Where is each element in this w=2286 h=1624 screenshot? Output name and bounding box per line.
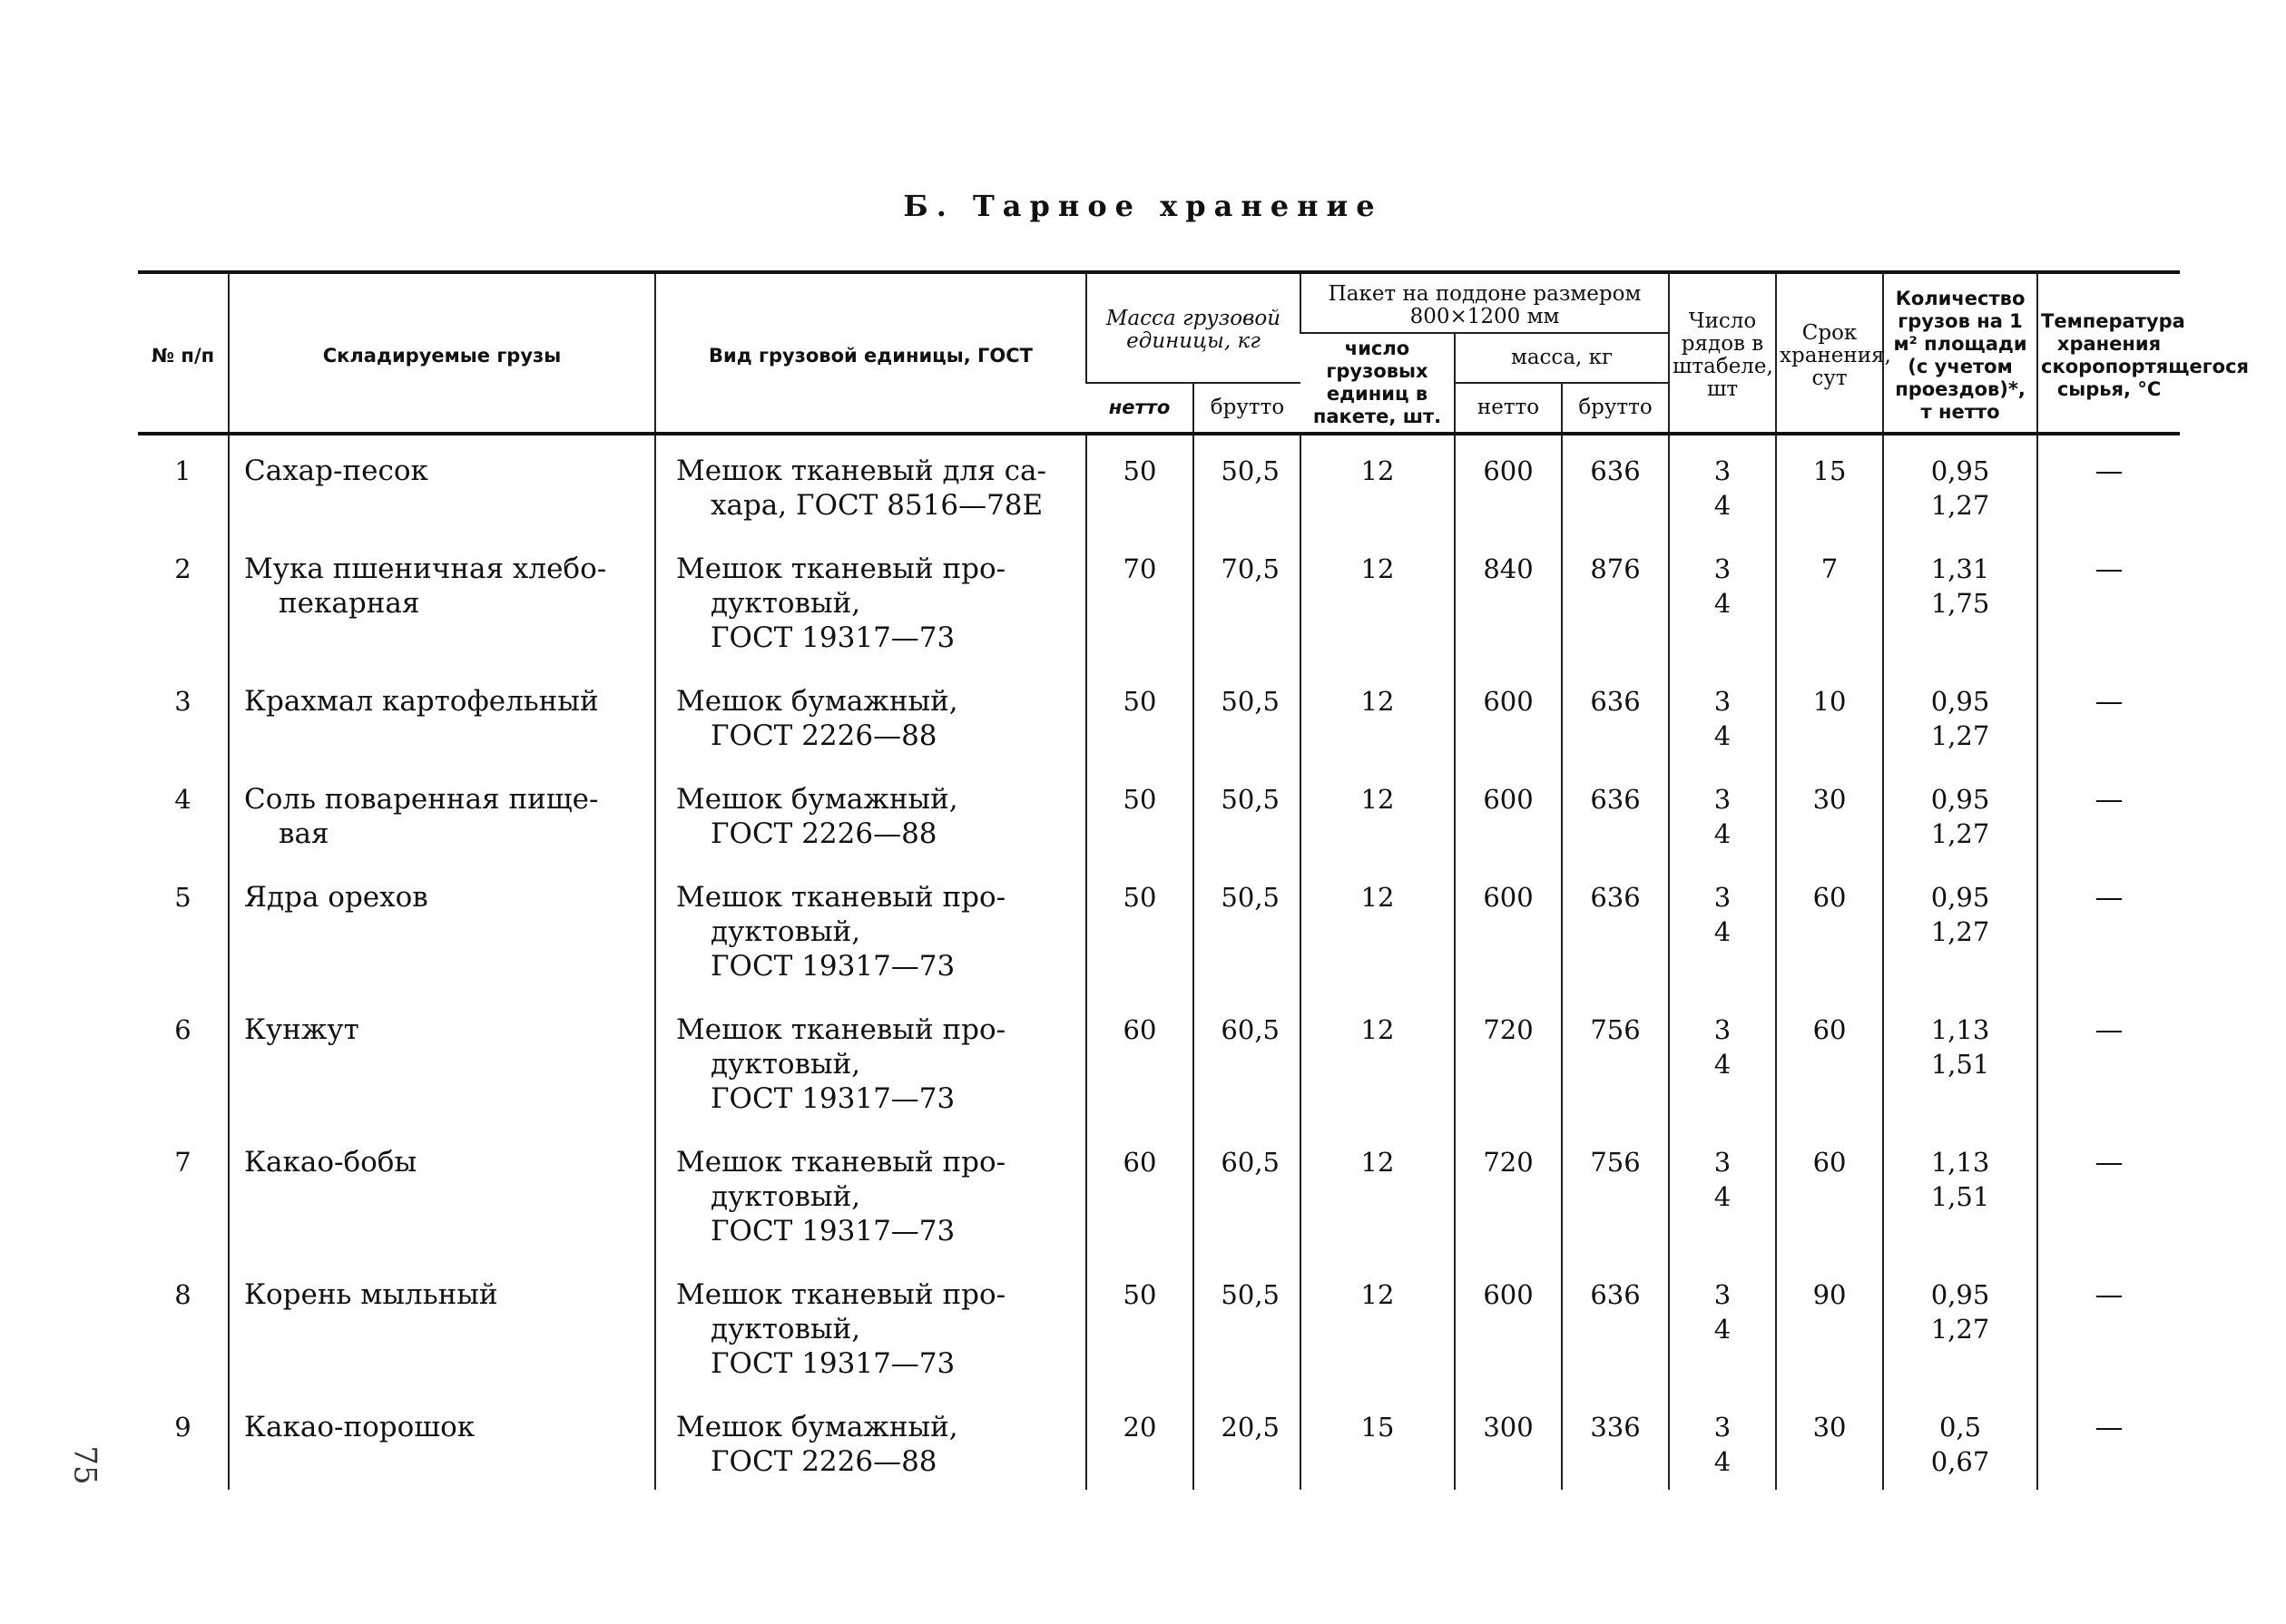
- pack-net: [1455, 1392, 1562, 1490]
- storage-term: [1776, 764, 1883, 862]
- cargo-name: [229, 994, 655, 1127]
- cargo-unit-kind: [655, 533, 1086, 666]
- pack-net: [1455, 764, 1562, 862]
- cell-text: 50: [1123, 686, 1157, 717]
- stack-rows: [1669, 1259, 1776, 1392]
- cell-line: дуктовый,: [711, 587, 861, 620]
- cell-text: 5: [174, 882, 191, 913]
- cell-text: 2: [174, 553, 191, 584]
- cargo-name: [229, 666, 655, 764]
- row-number: [138, 666, 229, 764]
- row-number: [138, 434, 229, 533]
- header-mass: масса, кг: [1455, 333, 1669, 383]
- cargo-unit-kind: [655, 994, 1086, 1127]
- cell-text: 60: [1812, 882, 1847, 913]
- cell-line: 0,95: [1930, 784, 1990, 815]
- cargo-unit-kind: [655, 434, 1086, 533]
- qty-per-m2: [1883, 862, 2037, 994]
- cell-text: 70: [1123, 553, 1157, 584]
- cell-text: 20: [1123, 1412, 1157, 1443]
- cell-line: 0,95: [1930, 455, 1990, 486]
- cell-text: 4: [174, 784, 191, 815]
- pack-gross: [1562, 434, 1669, 533]
- cell-text: 600: [1483, 455, 1534, 486]
- unit-net: [1086, 994, 1193, 1127]
- pack-net: [1455, 666, 1562, 764]
- cell-line: 1,51: [1930, 1049, 1990, 1080]
- table-row: [138, 666, 2180, 764]
- cell-text: 12: [1360, 882, 1395, 913]
- storage-temp: [2037, 434, 2180, 533]
- cargo-unit-kind: [655, 1392, 1086, 1490]
- pack-net: [1455, 434, 1562, 533]
- cell-text: 60: [1123, 1014, 1157, 1045]
- cargo-name: [229, 1259, 655, 1392]
- cell-line: Ядра орехов: [244, 881, 428, 914]
- cell-text: —: [2095, 455, 2124, 487]
- qty-per-m2: [1883, 1127, 2037, 1259]
- cell-text: 60: [1123, 1147, 1157, 1178]
- cell-line: 3: [1713, 1279, 1732, 1310]
- storage-temp: [2037, 666, 2180, 764]
- cell-line: ГОСТ 2226—88: [711, 719, 937, 752]
- cargo-unit-kind: [655, 764, 1086, 862]
- cell-text: 20,5: [1221, 1412, 1280, 1443]
- cell-text: —: [2095, 1013, 2124, 1046]
- cell-text: 9: [174, 1412, 191, 1443]
- cell-line: 4: [1713, 916, 1732, 947]
- cell-line: Какао-порошок: [244, 1411, 476, 1443]
- storage-term: [1776, 1127, 1883, 1259]
- cell-text: 12: [1360, 1147, 1395, 1178]
- storage-term: [1776, 533, 1883, 666]
- cell-text: 8: [174, 1279, 191, 1310]
- stack-rows: [1669, 533, 1776, 666]
- pack-net: [1455, 994, 1562, 1127]
- cell-line: Мешок тканевый про-: [676, 1013, 1006, 1046]
- cargo-name: [229, 533, 655, 666]
- cell-text: 60,5: [1221, 1014, 1280, 1045]
- cell-line: 3: [1713, 1412, 1732, 1443]
- cell-text: —: [2095, 1278, 2124, 1311]
- cell-line: Мешок тканевый про-: [676, 1278, 1006, 1311]
- pack-net: [1455, 533, 1562, 666]
- table-row: [138, 434, 2180, 533]
- cell-text: 50,5: [1221, 686, 1280, 717]
- cell-text: 756: [1590, 1014, 1641, 1045]
- unit-gross: [1193, 862, 1300, 994]
- cell-text: 90: [1812, 1279, 1847, 1310]
- stack-rows: [1669, 1392, 1776, 1490]
- row-number: [138, 994, 229, 1127]
- stack-rows: [1669, 434, 1776, 533]
- storage-temp: [2037, 994, 2180, 1127]
- cell-text: 50,5: [1221, 784, 1280, 815]
- units-in-pack: [1300, 862, 1455, 994]
- header-num: № п/п: [138, 272, 229, 434]
- cell-text: 12: [1360, 455, 1395, 486]
- cargo-name: [229, 862, 655, 994]
- cell-line: 4: [1713, 490, 1732, 521]
- table-row: [138, 1392, 2180, 1490]
- cell-text: 840: [1483, 553, 1534, 584]
- cell-line: Мешок тканевый про-: [676, 1146, 1006, 1179]
- cell-text: 30: [1812, 1412, 1847, 1443]
- pack-gross: [1562, 994, 1669, 1127]
- cell-line: вая: [279, 817, 329, 850]
- row-number: [138, 862, 229, 994]
- storage-temp: [2037, 1259, 2180, 1392]
- cell-line: Мука пшеничная хлебо-: [244, 553, 607, 585]
- cell-line: ГОСТ 19317—73: [711, 1082, 956, 1115]
- cell-text: 50: [1123, 784, 1157, 815]
- cell-text: —: [2095, 1146, 2124, 1179]
- unit-net: [1086, 1259, 1193, 1392]
- unit-gross: [1193, 1259, 1300, 1392]
- cell-line: 3: [1713, 1147, 1732, 1178]
- cell-text: —: [2095, 685, 2124, 718]
- cell-line: ГОСТ 2226—88: [711, 817, 937, 850]
- table-row: [138, 1259, 2180, 1392]
- cargo-unit-kind: [655, 1259, 1086, 1392]
- cell-text: 300: [1483, 1412, 1534, 1443]
- cell-line: 1,27: [1930, 818, 1990, 849]
- cell-text: 600: [1483, 882, 1534, 913]
- storage-term: [1776, 994, 1883, 1127]
- cell-line: дуктовый,: [711, 1313, 861, 1345]
- pack-gross: [1562, 1127, 1669, 1259]
- units-in-pack: [1300, 994, 1455, 1127]
- qty-per-m2: [1883, 1259, 2037, 1392]
- unit-gross: [1193, 434, 1300, 533]
- cell-text: 30: [1812, 784, 1847, 815]
- units-in-pack: [1300, 434, 1455, 533]
- unit-gross: [1193, 666, 1300, 764]
- units-in-pack: [1300, 1259, 1455, 1392]
- cell-line: Корень мыльный: [244, 1278, 498, 1311]
- cell-line: Мешок бумажный,: [676, 1411, 958, 1443]
- cell-line: Мешок тканевый для са-: [676, 455, 1046, 487]
- cell-text: 636: [1590, 1279, 1641, 1310]
- cell-text: 50,5: [1221, 882, 1280, 913]
- cargo-name: [229, 1127, 655, 1259]
- cell-line: 1,51: [1930, 1181, 1990, 1212]
- unit-net: [1086, 1127, 1193, 1259]
- cell-line: 1,13: [1930, 1147, 1990, 1178]
- cell-line: 3: [1713, 553, 1732, 584]
- cell-line: 3: [1713, 882, 1732, 913]
- stack-rows: [1669, 862, 1776, 994]
- unit-gross: [1193, 1392, 1300, 1490]
- pack-gross: [1562, 1392, 1669, 1490]
- row-number: [138, 533, 229, 666]
- cell-line: дуктовый,: [711, 1048, 861, 1081]
- cell-line: 4: [1713, 588, 1732, 619]
- cell-line: Крахмал картофельный: [244, 685, 599, 718]
- header-rows: Число рядов в штабеле, шт: [1669, 272, 1776, 434]
- cell-line: Мешок тканевый про-: [676, 881, 1006, 914]
- row-number: [138, 1127, 229, 1259]
- storage-term: [1776, 666, 1883, 764]
- storage-temp: [2037, 862, 2180, 994]
- unit-net: [1086, 533, 1193, 666]
- cell-line: Мешок тканевый про-: [676, 553, 1006, 585]
- cell-line: ГОСТ 19317—73: [711, 950, 956, 983]
- cargo-unit-kind: [655, 666, 1086, 764]
- cell-text: 12: [1360, 686, 1395, 717]
- cell-line: ГОСТ 2226—88: [711, 1445, 937, 1478]
- cell-line: 4: [1713, 1181, 1732, 1212]
- cargo-name: [229, 764, 655, 862]
- cell-text: 10: [1812, 686, 1847, 717]
- row-number: [138, 764, 229, 862]
- unit-gross: [1193, 994, 1300, 1127]
- header-qty: Количество грузов на 1 м² площади (с учетом проездов)*, т нетто: [1883, 272, 2037, 434]
- cell-text: —: [2095, 553, 2124, 585]
- qty-per-m2: [1883, 1392, 2037, 1490]
- pack-net: [1455, 862, 1562, 994]
- cell-text: 336: [1590, 1412, 1641, 1443]
- storage-temp: [2037, 1392, 2180, 1490]
- header-pack: Пакет на поддоне размером 800×1200 мм: [1300, 272, 1669, 333]
- storage-term: [1776, 1392, 1883, 1490]
- cell-line: дуктовый,: [711, 1180, 861, 1213]
- header-temp: Температура хранения скоропортящегося сырья, °С: [2037, 272, 2180, 434]
- cell-line: Мешок бумажный,: [676, 783, 958, 816]
- cell-line: ГОСТ 19317—73: [711, 621, 956, 654]
- cell-text: —: [2095, 881, 2124, 914]
- cell-line: 3: [1713, 686, 1732, 717]
- cell-line: ГОСТ 19317—73: [711, 1215, 956, 1247]
- units-in-pack: [1300, 533, 1455, 666]
- pack-net: [1455, 1259, 1562, 1392]
- cell-line: 0,5: [1938, 1412, 1982, 1443]
- cell-text: 70,5: [1221, 553, 1280, 584]
- storage-table: [138, 270, 2250, 1490]
- cell-text: —: [2095, 783, 2124, 816]
- header-gross: брутто: [1193, 383, 1300, 434]
- cell-text: 12: [1360, 1014, 1395, 1045]
- pack-gross: [1562, 764, 1669, 862]
- cell-line: 3: [1713, 1014, 1732, 1045]
- storage-term: [1776, 1259, 1883, 1392]
- cell-line: 1,13: [1930, 1014, 1990, 1045]
- cell-text: 3: [174, 686, 191, 717]
- table-row: [138, 764, 2180, 862]
- cell-text: 50,5: [1221, 455, 1280, 486]
- cell-line: 0,95: [1930, 686, 1990, 717]
- cell-line: 1,27: [1930, 916, 1990, 947]
- cell-text: 7: [174, 1147, 191, 1178]
- cell-text: 50: [1123, 455, 1157, 486]
- cell-text: 50: [1123, 1279, 1157, 1310]
- cell-line: Сахар-песок: [244, 455, 428, 487]
- cell-line: 4: [1713, 1314, 1732, 1345]
- table-body: [138, 434, 2180, 1490]
- cell-line: 3: [1713, 784, 1732, 815]
- cell-text: 6: [174, 1014, 191, 1045]
- unit-gross: [1193, 533, 1300, 666]
- cell-text: 636: [1590, 686, 1641, 717]
- row-number: [138, 1259, 229, 1392]
- stack-rows: [1669, 666, 1776, 764]
- row-number: [138, 1392, 229, 1490]
- cell-line: Соль поваренная пище-: [244, 783, 599, 816]
- units-in-pack: [1300, 1127, 1455, 1259]
- storage-term: [1776, 434, 1883, 533]
- cell-text: 636: [1590, 784, 1641, 815]
- cell-line: 0,95: [1930, 1279, 1990, 1310]
- table-row: [138, 994, 2180, 1127]
- cell-text: 50: [1123, 882, 1157, 913]
- cell-text: 15: [1360, 1412, 1395, 1443]
- cargo-unit-kind: [655, 862, 1086, 994]
- qty-per-m2: [1883, 764, 2037, 862]
- unit-gross: [1193, 1127, 1300, 1259]
- cell-text: —: [2095, 1411, 2124, 1443]
- cell-line: Какао-бобы: [244, 1146, 417, 1179]
- cargo-name: [229, 1392, 655, 1490]
- unit-net: [1086, 434, 1193, 533]
- storage-temp: [2037, 764, 2180, 862]
- pack-gross: [1562, 533, 1669, 666]
- cell-text: 7: [1820, 553, 1839, 584]
- pack-net: [1455, 1127, 1562, 1259]
- header-pack-net: нетто: [1455, 383, 1562, 434]
- cell-line: дуктовый,: [711, 915, 861, 948]
- unit-gross: [1193, 764, 1300, 862]
- cell-line: 0,95: [1930, 882, 1990, 913]
- table-row: [138, 862, 2180, 994]
- cell-text: 60,5: [1221, 1147, 1280, 1178]
- cell-text: 12: [1360, 784, 1395, 815]
- cell-line: хара, ГОСТ 8516—78Е: [711, 489, 1044, 522]
- stack-rows: [1669, 994, 1776, 1127]
- table-header: [138, 272, 2250, 434]
- unit-net: [1086, 764, 1193, 862]
- cell-text: 15: [1812, 455, 1847, 486]
- cell-text: 60: [1812, 1147, 1847, 1178]
- cell-line: 4: [1713, 1049, 1732, 1080]
- qty-per-m2: [1883, 533, 2037, 666]
- pack-gross: [1562, 862, 1669, 994]
- cell-line: 4: [1713, 720, 1732, 751]
- pack-gross: [1562, 1259, 1669, 1392]
- cell-text: 600: [1483, 784, 1534, 815]
- cell-line: 1,31: [1930, 553, 1990, 584]
- cell-text: 720: [1483, 1147, 1534, 1178]
- cell-line: Кунжут: [244, 1013, 359, 1046]
- qty-per-m2: [1883, 994, 2037, 1127]
- table-row: [138, 1127, 2180, 1259]
- cell-text: 600: [1483, 1279, 1534, 1310]
- qty-per-m2: [1883, 434, 2037, 533]
- header-kind: Вид грузовой единицы, ГОСТ: [655, 272, 1086, 434]
- units-in-pack: [1300, 764, 1455, 862]
- cell-line: 0,67: [1930, 1446, 1990, 1477]
- cargo-unit-kind: [655, 1127, 1086, 1259]
- cell-line: 1,27: [1930, 1314, 1990, 1345]
- cell-text: 12: [1360, 1279, 1395, 1310]
- cargo-name: [229, 434, 655, 533]
- stack-rows: [1669, 764, 1776, 862]
- unit-net: [1086, 862, 1193, 994]
- stack-rows: [1669, 1127, 1776, 1259]
- storage-term: [1776, 862, 1883, 994]
- header-net: нетто: [1086, 383, 1193, 434]
- units-in-pack: [1300, 1392, 1455, 1490]
- header-units-count: число грузовых единиц в пакете, шт.: [1300, 333, 1455, 434]
- units-in-pack: [1300, 666, 1455, 764]
- cell-text: 876: [1590, 553, 1641, 584]
- section-title: Б. Тарное хранение: [903, 189, 1383, 223]
- cell-line: 1,27: [1930, 720, 1990, 751]
- cell-text: 12: [1360, 553, 1395, 584]
- header-pack-gross: брутто: [1562, 383, 1669, 434]
- table-row: [138, 533, 2180, 666]
- cell-line: 4: [1713, 818, 1732, 849]
- qty-per-m2: [1883, 666, 2037, 764]
- cell-text: 720: [1483, 1014, 1534, 1045]
- unit-net: [1086, 666, 1193, 764]
- header-term: Срок хранения, сут: [1776, 272, 1883, 434]
- cell-text: 636: [1590, 455, 1641, 486]
- page-number: 75: [66, 1445, 103, 1485]
- unit-net: [1086, 1392, 1193, 1490]
- cell-text: 50,5: [1221, 1279, 1280, 1310]
- cell-text: 60: [1812, 1014, 1847, 1045]
- storage-temp: [2037, 1127, 2180, 1259]
- cell-line: 4: [1713, 1446, 1732, 1477]
- cell-line: Мешок бумажный,: [676, 685, 958, 718]
- cell-line: 1,27: [1930, 490, 1990, 521]
- cell-text: 756: [1590, 1147, 1641, 1178]
- cell-line: ГОСТ 19317—73: [711, 1347, 956, 1380]
- header-unit-mass: Масса грузовой единицы, кг: [1086, 272, 1300, 383]
- cell-line: пекарная: [279, 587, 420, 620]
- cell-text: 600: [1483, 686, 1534, 717]
- storage-temp: [2037, 533, 2180, 666]
- pack-gross: [1562, 666, 1669, 764]
- cell-line: 3: [1713, 455, 1732, 486]
- cell-text: 1: [174, 455, 191, 486]
- cell-line: 1,75: [1930, 588, 1990, 619]
- cell-text: 636: [1590, 882, 1641, 913]
- header-cargo: Складируемые грузы: [229, 272, 655, 434]
